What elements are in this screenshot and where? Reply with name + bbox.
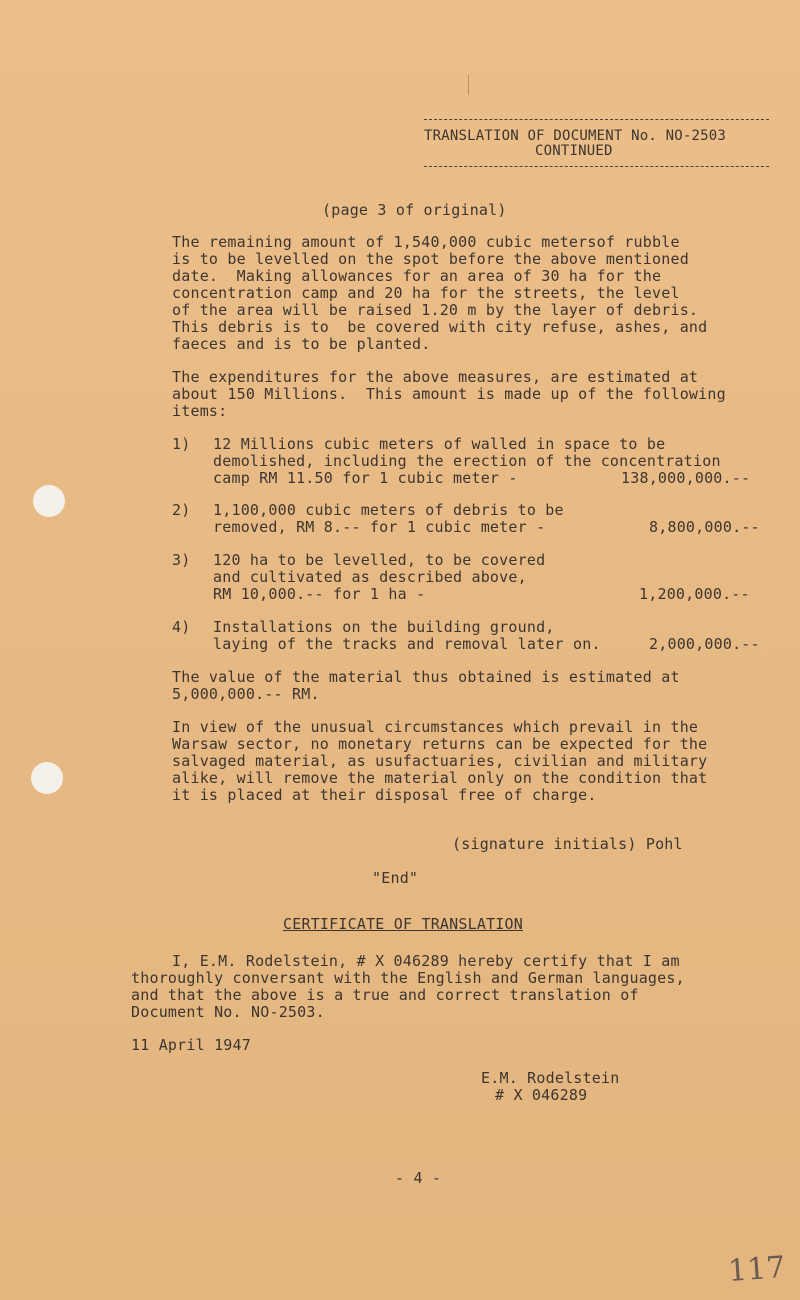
item-text: removed, RM 8.-- for 1 cubic meter - — [213, 518, 546, 536]
item-text: 12 Millions cubic meters of walled in space to be — [213, 435, 666, 453]
text-line: The remaining amount of 1,540,000 cubic metersof rubble — [172, 233, 680, 251]
signer-name: E.M. Rodelstein — [481, 1069, 620, 1087]
margin-mark — [468, 75, 469, 95]
page-note: (page 3 of original) — [322, 201, 507, 219]
item-text: 120 ha to be levelled, to be covered — [213, 551, 546, 569]
handwritten-page-number: 117 — [726, 1250, 787, 1289]
header-rule-top — [424, 119, 769, 120]
page-number: - 4 - — [395, 1169, 442, 1187]
item-number: 2) — [172, 501, 191, 519]
item-number: 4) — [172, 618, 191, 636]
certificate-date: 11 April 1947 — [131, 1036, 251, 1054]
text-line: Warsaw sector, no monetary returns can be expected for the — [172, 735, 708, 753]
item-amount: 8,800,000.-- — [649, 518, 760, 536]
text-line: alike, will remove the material only on the condition that — [172, 769, 708, 787]
item-text: 1,100,000 cubic meters of debris to be — [213, 501, 564, 519]
item-text: RM 10,000.-- for 1 ha - — [213, 585, 426, 603]
text-line: salvaged material, as usufactuaries, civilian and military — [172, 752, 708, 770]
item-number: 3) — [172, 551, 191, 569]
item-amount: 2,000,000.-- — [649, 635, 760, 653]
item-text: laying of the tracks and removal later on. — [213, 635, 601, 653]
text-line: Document No. NO-2503. — [131, 1003, 325, 1021]
item-text: Installations on the building ground, — [213, 618, 555, 636]
header-continued: CONTINUED — [535, 143, 613, 159]
header-rule-bottom — [424, 166, 769, 167]
signature-line: (signature initials) Pohl — [452, 835, 683, 853]
text-line: of the area will be raised 1.20 m by the layer of debris. — [172, 301, 699, 319]
header-title: TRANSLATION OF DOCUMENT No. NO-2503 — [424, 128, 727, 144]
text-line: is to be levelled on the spot before the above mentioned — [172, 250, 689, 268]
text-line: 5,000,000.-- RM. — [172, 685, 320, 703]
end-mark: "End" — [372, 869, 419, 887]
punch-hole-bottom — [31, 762, 63, 794]
text-line: items: — [172, 402, 228, 420]
certificate-title: CERTIFICATE OF TRANSLATION — [283, 915, 523, 933]
item-text: and cultivated as described above, — [213, 568, 527, 586]
text-line: The value of the material thus obtained is estimated at — [172, 668, 680, 686]
text-line: about 150 Millions. This amount is made up of the following — [172, 385, 726, 403]
text-line: it is placed at their disposal free of charge. — [172, 786, 597, 804]
text-line: The expenditures for the above measures, are estimated at — [172, 368, 699, 386]
text-line: In view of the unusual circumstances which prevail in the — [172, 718, 699, 736]
item-text: camp RM 11.50 for 1 cubic meter - — [213, 469, 518, 487]
text-line: I, E.M. Rodelstein, # X 046289 hereby certify that I am — [172, 952, 680, 970]
signer-id: # X 046289 — [495, 1086, 588, 1104]
item-amount: 138,000,000.-- — [621, 469, 751, 487]
punch-hole-top — [33, 485, 65, 517]
text-line: date. Making allowances for an area of 30 ha for the — [172, 267, 662, 285]
item-number: 1) — [172, 435, 191, 453]
text-line: concentration camp and 20 ha for the streets, the level — [172, 284, 680, 302]
text-line: thoroughly conversant with the English and German languages, — [131, 969, 685, 987]
text-line: This debris is to be covered with city refuse, ashes, and — [172, 318, 708, 336]
text-line: and that the above is a true and correct translation of — [131, 986, 639, 1004]
text-line: faeces and is to be planted. — [172, 335, 431, 353]
item-text: demolished, including the erection of the concentration — [213, 452, 721, 470]
item-amount: 1,200,000.-- — [639, 585, 750, 603]
